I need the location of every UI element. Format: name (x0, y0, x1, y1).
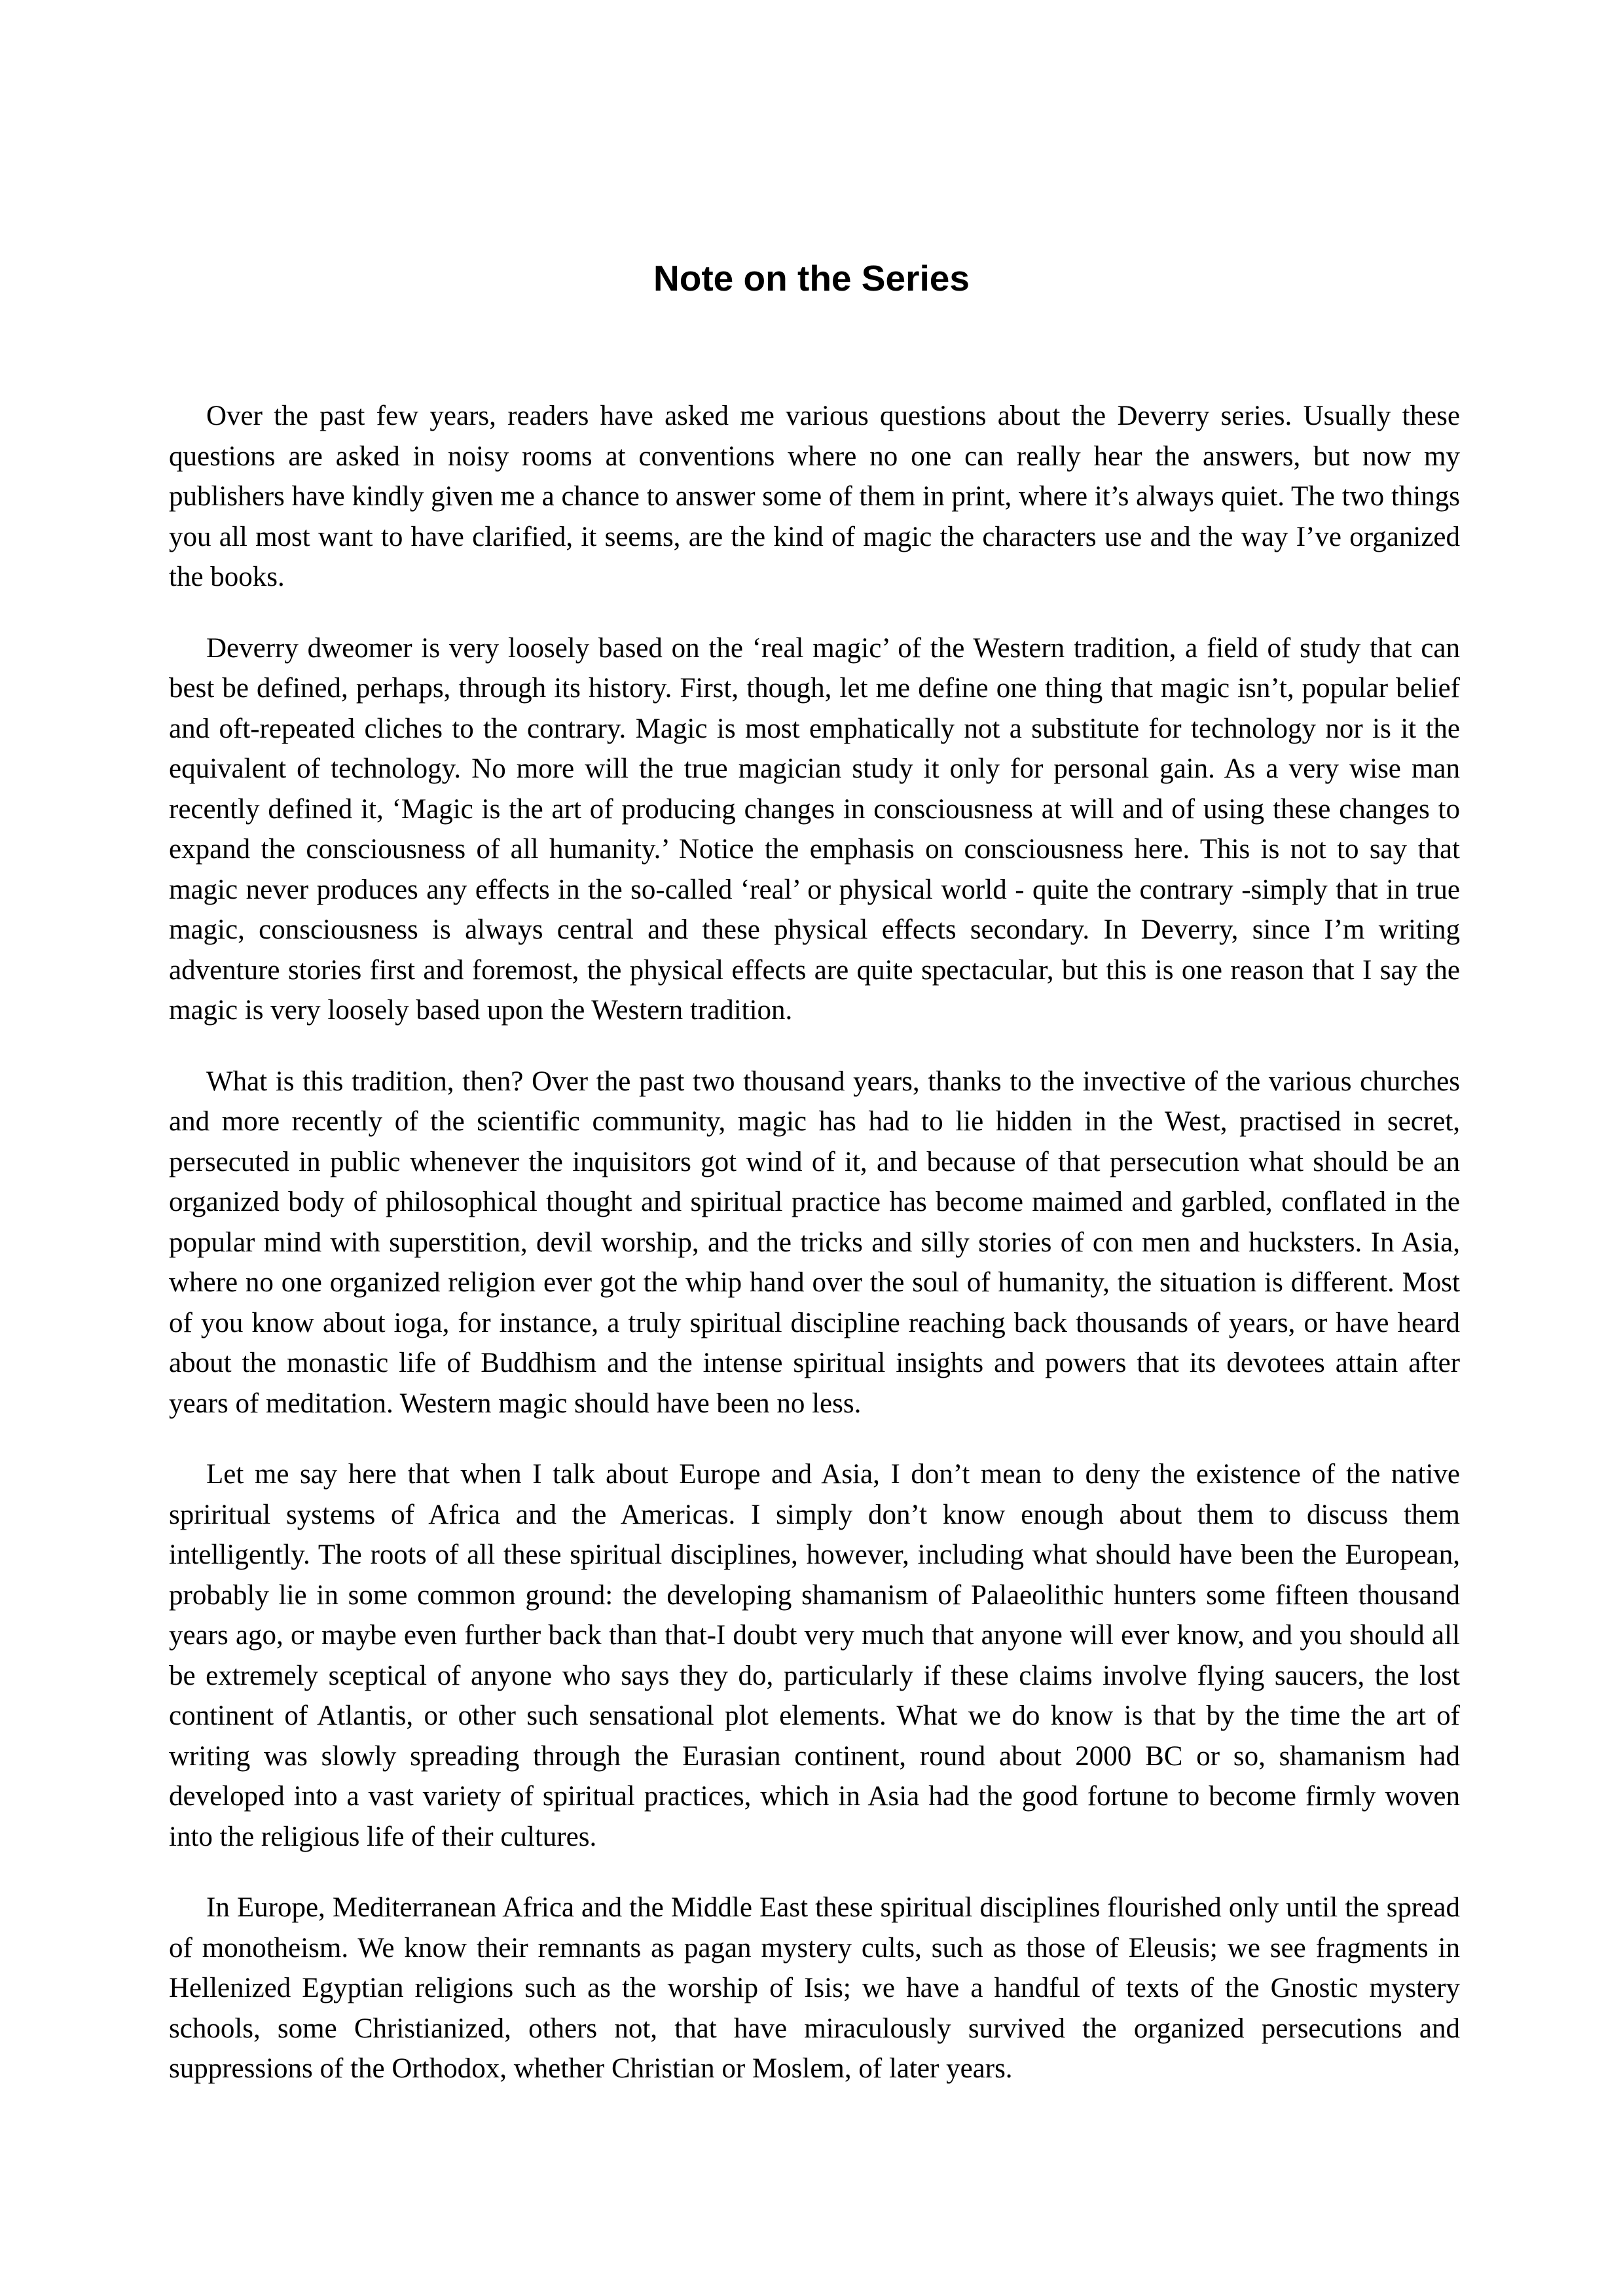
document-body (169, 396, 1460, 2120)
paragraph: In Europe, Mediterranean Africa and the Middle East these spiritual disciplines flourished only until the spread of monotheism. We know their remnants as pagan mystery cults, such as those of Eleusis; we see fragments in Hellenized Egyptian religions such as the worship of Isis; we have a handful of texts of the Gnostic mystery schools, some Christianized, others not, that have miraculously survived the organized persecutions and suppressions of the Orthodox, whether Christian or Moslem, of later years. (169, 1892, 1460, 2084)
paragraph: Let me say here that when I talk about Europe and Asia, I don’t mean to deny the existence of the native spriritual systems of Africa and the Americas. I simply don’t know enough about them to discuss them intelligently. The roots of all these spiritual disciplines, however, including what should have been the European, probably lie in some common ground: the developing shamanism of Palaeolithic hunters some fifteen thousand years ago, or maybe even further back than that-I doubt very much that anyone will ever know, and you should all be extremely sceptical of anyone who says they do, particularly if these claims involve flying saucers, the lost continent of Atlantis, or other such sensational plot elements. What we do know is that by the time the art of writing was slowly spreading through the Eurasian continent, round about 2000 BC or so, shamanism had developed into a vast variety of spiritual practices, which in Asia had the good fortune to become firmly woven into the religious life of their cultures. (169, 1459, 1460, 1852)
page-title: Note on the Series (653, 258, 970, 298)
paragraph: Over the past few years, readers have asked me various questions about the Deverry series. Usually these questions are asked in noisy rooms at conventions where no one can really hear the answers, but now my publishers have kindly given me a chance to answer some of them in print, where it’s always quiet. The two things you all most want to have clarified, it seems, are the kind of magic the characters use and the way I’ve organized the books. (169, 401, 1460, 592)
paragraph: Deverry dweomer is very loosely based on the ‘real magic’ of the Western tradition, a field of study that can best be defined, perhaps, through its history. First, though, let me define one thing that magic isn’t, popular belief and oft-repeated cliches to the contrary. Magic is most emphatically not a substitute for technology nor is it the equivalent of technology. No more will the true magician study it only for personal gain. As a very wise man recently defined it, ‘Magic is the art of producing changes in consciousness at will and of using these changes to expand the consciousness of all humanity.’ Notice the emphasis on consciousness here. This is not to say that magic never produces any effects in the so-called ‘real’ or physical world - quite the contrary -simply that in true magic, consciousness is always central and these physical effects secondary. In Deverry, since I’m writing adventure stories first and foremost, the physical effects are quite spectacular, but this is one reason that I say the magic is very loosely based upon the Western tradition. (169, 632, 1460, 1026)
paragraph: What is this tradition, then? Over the past two thousand years, thanks to the invective of the various churches and more recently of the scientific community, magic has had to lie hidden in the West, practised in secret, persecuted in public whenever the inquisitors got wind of it, and because of that persecution what should be an organized body of philosophical thought and spiritual practice has become maimed and garbled, conflated in the popular mind with superstition, devil worship, and the tricks and silly stories of con men and hucksters. In Asia, where no one organized religion ever got the whip hand over the soul of humanity, the situation is different. Most of you know about ioga, for instance, a truly spiritual discipline reaching back thousands of years, or have heard about the monastic life of Buddhism and the intense spiritual insights and powers that its devotees attain after years of meditation. Western magic should have been no less. (169, 1066, 1460, 1419)
